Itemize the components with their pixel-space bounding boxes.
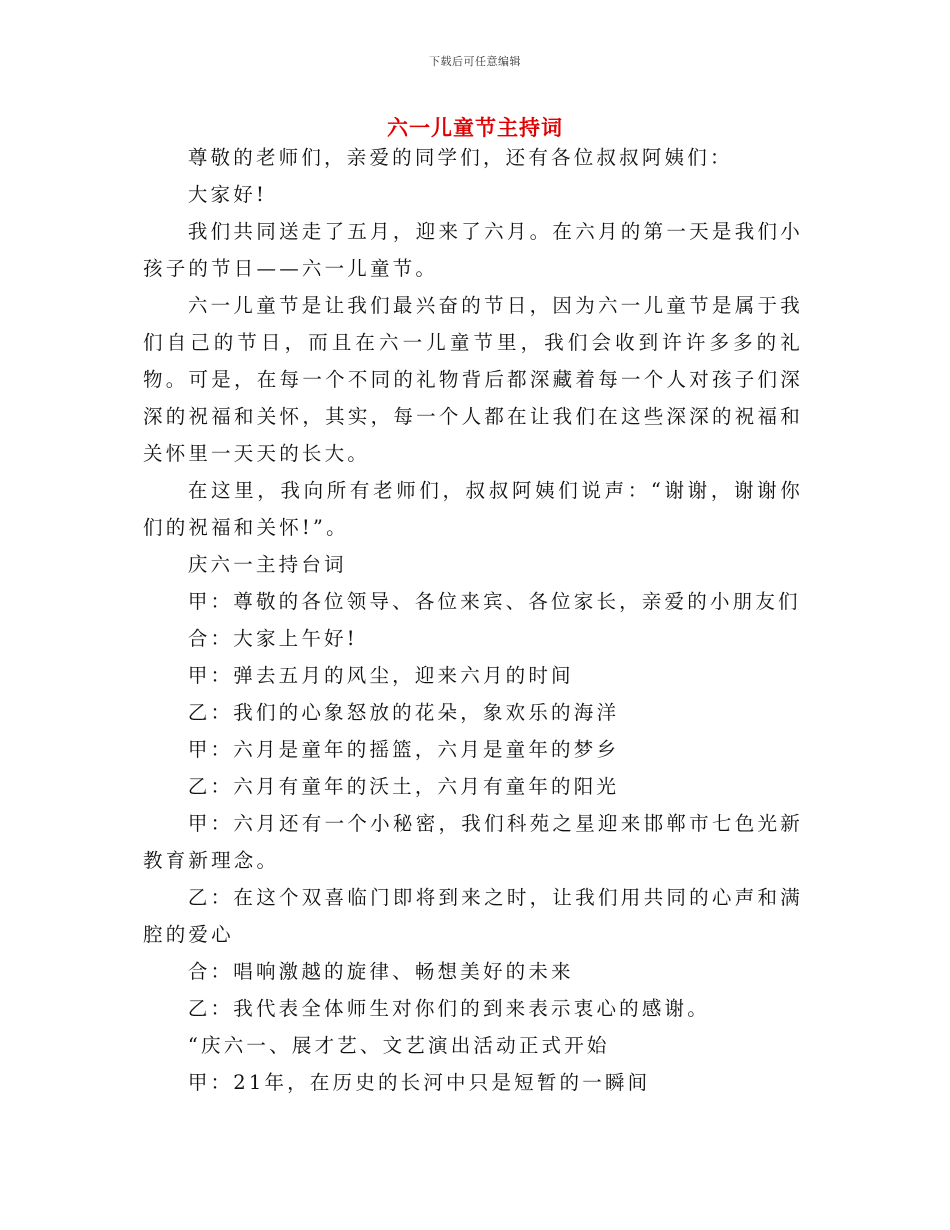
paragraph: 合：大家上午好! — [187, 627, 358, 650]
paragraph: 庆六一主持台词 — [187, 553, 347, 576]
header-note: 下载后可任意编辑 — [429, 55, 521, 68]
paragraph: 合：唱响激越的旋律、畅想美好的未来 — [187, 960, 574, 983]
paragraph: 甲：21年，在历史的长河中只是短暂的一瞬间 — [187, 1071, 651, 1094]
paragraph: 乙：我们的心象怒放的花朵，象欢乐的海洋 — [187, 701, 620, 724]
paragraph: 甲：弹去五月的风尘，迎来六月的时间 — [187, 664, 574, 687]
document-title: 六一儿童节主持词 — [387, 115, 563, 140]
paragraph: 尊敬的老师们，亲爱的同学们，还有各位叔叔阿姨们： — [187, 146, 733, 169]
paragraph: 乙：我代表全体师生对你们的到来表示衷心的感谢。 — [187, 997, 710, 1020]
paragraph: 甲：六月还有一个小秘密，我们科苑之星迎来邯郸市七色光新教育新理念。 — [143, 812, 803, 872]
paragraph: 我们共同送走了五月，迎来了六月。在六月的第一天是我们小孩子的节日——六一儿童节。 — [143, 220, 803, 280]
paragraph: 甲：六月是童年的摇篮，六月是童年的梦乡 — [187, 738, 620, 761]
paragraph: 乙：六月有童年的沃土，六月有童年的阳光 — [187, 775, 620, 798]
paragraph: “庆六一、展才艺、文艺演出活动正式开始 — [187, 1034, 610, 1057]
paragraph: 六一儿童节是让我们最兴奋的节日，因为六一儿童节是属于我们自己的节日，而且在六一儿童节里，我们会收到许许多多的礼物。可是，在每一个不同的礼物背后都深藏着每一个人对孩子们深深的祝福和关怀，其实，每一个人都在让我们在这些深深的祝福和关怀里一天天的长大。 — [143, 294, 803, 465]
paragraph: 大家好! — [187, 183, 267, 206]
document-body — [143, 139, 803, 1101]
paragraph: 乙：在这个双喜临门即将到来之时，让我们用共同的心声和满腔的爱心 — [143, 886, 803, 946]
paragraph: 甲：尊敬的各位领导、各位来宾、各位家长，亲爱的小朋友们 — [187, 590, 801, 613]
paragraph: 在这里，我向所有老师们，叔叔阿姨们说声：“谢谢，谢谢你们的祝福和关怀!”。 — [143, 479, 803, 539]
